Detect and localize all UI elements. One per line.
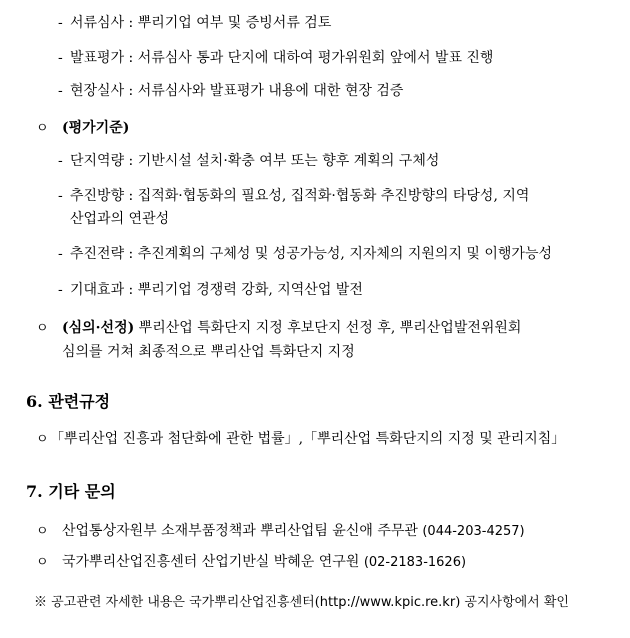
regulation-line: ㅇ「뿌리산업 진흥과 첨단화에 관한 법률」,「뿌리산업 특화단지의 지정 및 관리지침」 bbox=[36, 431, 566, 447]
section-6-heading: 6. 관련규정 bbox=[26, 392, 111, 411]
criteria-item-direction: - 추진방향 : 집적화·협동화의 필요성, 집적화·협동화 추진방향의 타당성, 지역 bbox=[58, 188, 530, 204]
criteria-item-strategy: - 추진전략 : 추진계획의 구체성 및 성공가능성, 지자체의 지원의지 및 이행가능성 bbox=[58, 246, 553, 262]
criteria-item-direction-cont: 산업과의 연관성 bbox=[70, 211, 170, 227]
notice-line: ※ 공고관련 자세한 내용은 국가뿌리산업진흥센터(http://www.kpic.re.kr) 공지사항에서 확인 bbox=[34, 595, 569, 610]
contact-item: ㅇ 국가뿌리산업진흥센터 산업기반실 박혜운 연구원 (02-2183-1626) bbox=[36, 554, 467, 570]
item-text: 뿌리기업 여부 및 증빙서류 검토 bbox=[137, 15, 332, 31]
review-item-onsite: - 현장실사 : 서류심사와 발표평가 내용에 대한 현장 검증 bbox=[58, 83, 404, 99]
deliberation-paragraph: ㅇ (심의·선정) 뿌리산업 특화단지 지정 후보단지 선정 후, 뿌리산업발전위원회 bbox=[36, 320, 522, 336]
criteria-heading: ㅇ (평가기준) bbox=[36, 120, 130, 136]
bullet-icon: ㅇ bbox=[36, 121, 49, 136]
review-item-document: - 서류심사 : 뿌리기업 여부 및 증빙서류 검토 bbox=[58, 15, 332, 31]
item-label: 발표평가 bbox=[70, 50, 125, 66]
kpic-link[interactable]: http://www.kpic.re.kr bbox=[319, 595, 456, 610]
item-text: 서류심사 통과 단지에 대하여 평가위원회 앞에서 발표 진행 bbox=[137, 50, 494, 66]
reference-mark-icon: ※ bbox=[34, 595, 48, 610]
phone-number: (044-203-4257) bbox=[422, 524, 525, 539]
item-text: 집적화·협동화의 필요성, 집적화·협동화 추진방향의 타당성, 지역 bbox=[137, 188, 530, 204]
criteria-item-capacity: - 단지역량 : 기반시설 설치·확충 여부 또는 향후 계획의 구체성 bbox=[58, 153, 440, 169]
item-label: 기대효과 bbox=[70, 282, 125, 298]
bullet-icon: ㅇ bbox=[36, 321, 49, 336]
item-label: 추진방향 bbox=[70, 188, 125, 204]
review-item-presentation: - 발표평가 : 서류심사 통과 단지에 대하여 평가위원회 앞에서 발표 진행 bbox=[58, 50, 494, 66]
item-text: 서류심사와 발표평가 내용에 대한 현장 검증 bbox=[137, 83, 404, 99]
item-label: 추진전략 bbox=[70, 246, 125, 262]
bullet-icon: ㅇ bbox=[36, 555, 49, 570]
phone-number: (02-2183-1626) bbox=[363, 555, 467, 570]
criteria-item-effect: - 기대효과 : 뿌리기업 경쟁력 강화, 지역산업 발전 bbox=[58, 282, 363, 298]
deliberation-cont: 심의를 거쳐 최종적으로 뿌리산업 특화단지 지정 bbox=[62, 344, 355, 360]
item-label: 현장실사 bbox=[70, 83, 125, 99]
section-7-heading: 7. 기타 문의 bbox=[26, 482, 116, 501]
bullet-icon: ㅇ bbox=[36, 524, 49, 539]
item-text: 추진계획의 구체성 및 성공가능성, 지자체의 지원의지 및 이행가능성 bbox=[137, 246, 553, 262]
contact-item: ㅇ 산업통상자원부 소재부품정책과 뿌리산업팀 윤신애 주무관 (044-203-4257) bbox=[36, 523, 525, 539]
bullet-icon: ㅇ bbox=[36, 432, 49, 447]
item-text: 기반시설 설치·확충 여부 또는 향후 계획의 구체성 bbox=[137, 153, 440, 169]
item-text: 뿌리기업 경쟁력 강화, 지역산업 발전 bbox=[137, 282, 363, 298]
item-label: 단지역량 bbox=[70, 153, 125, 169]
item-label: 서류심사 bbox=[70, 15, 125, 31]
